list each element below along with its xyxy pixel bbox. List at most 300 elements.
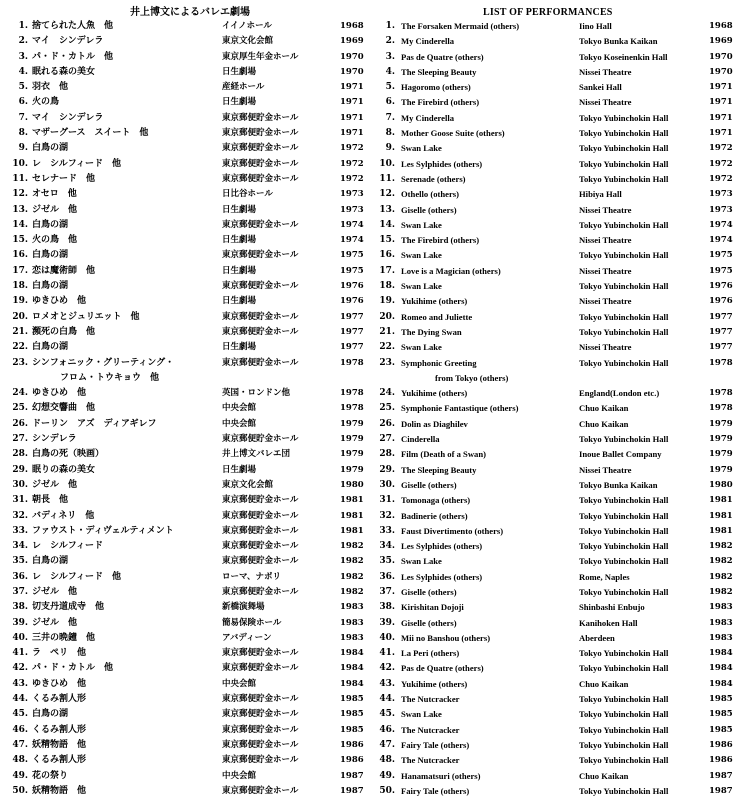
list-item <box>375 432 750 447</box>
performance-num: 36. <box>379 571 395 582</box>
performance-venue: 日生劇場 <box>222 265 257 276</box>
performance-venue: 中央会館 <box>222 678 257 689</box>
performance-venue: 簡易保険ホール <box>222 617 282 628</box>
performance-venue: Nissei Theatre <box>579 97 632 108</box>
japanese-rows <box>0 19 375 799</box>
list-item <box>0 371 375 386</box>
performance-num: 37. <box>12 586 28 597</box>
performance-num: 22. <box>379 342 395 353</box>
performance-venue: Tokyo Yubinchokin Hall <box>579 739 669 750</box>
performance-year: 1977 <box>709 326 733 337</box>
performance-venue: 東京郵便貯金ホール <box>222 219 299 230</box>
performance-year: 1982 <box>340 571 364 582</box>
performance-venue: 井上博文バレエ団 <box>222 449 291 460</box>
performance-num: 20. <box>379 311 395 322</box>
performance-year: 1982 <box>340 556 364 567</box>
performance-venue: アバディーン <box>222 632 272 643</box>
performance-year: 1968 <box>340 21 364 31</box>
performance-year: 1975 <box>709 265 733 276</box>
performance-title: Pas de Quatre (others) <box>401 51 484 62</box>
performance-venue: Nissei Theatre <box>579 342 632 353</box>
list-item <box>0 493 375 508</box>
performance-year: 1986 <box>709 739 733 750</box>
performance-title: ジゼル 他 <box>32 586 78 597</box>
performance-title: Pas de Quatre (others) <box>401 663 484 674</box>
performance-venue: Nissei Theatre <box>579 204 632 215</box>
performance-year: 1981 <box>340 495 364 506</box>
performance-num: 30. <box>12 479 28 490</box>
performance-year: 1984 <box>709 663 733 674</box>
performance-title: The Sleeping Beauty <box>401 464 477 475</box>
list-item <box>375 769 750 784</box>
performance-venue: 英国・ロンドン他 <box>222 388 291 399</box>
list-item <box>0 248 375 263</box>
list-item <box>0 19 375 34</box>
performance-num: 26. <box>379 418 395 429</box>
performance-num: 32. <box>12 510 28 521</box>
performance-num: 48. <box>12 755 28 766</box>
list-item <box>0 723 375 738</box>
performance-year: 1974 <box>340 219 364 230</box>
performance-year: 1978 <box>709 388 733 399</box>
performance-title: Giselle (others) <box>401 479 457 490</box>
performance-year: 1971 <box>709 112 733 123</box>
performance-year: 1984 <box>340 663 364 674</box>
performance-venue: 東京郵便貯金ホール <box>222 663 299 674</box>
performance-title: Les Sylphides (others) <box>401 571 483 582</box>
performance-venue: 日生劇場 <box>222 464 257 475</box>
performance-venue: 東京郵便貯金ホール <box>222 143 299 154</box>
performance-num: 44. <box>379 694 395 705</box>
performance-num: 11. <box>12 173 28 184</box>
performance-num: 34. <box>379 541 395 552</box>
performance-venue: 東京郵便貯金ホール <box>222 357 299 368</box>
performance-year: 1972 <box>709 158 733 169</box>
performance-num: 43. <box>379 678 395 689</box>
performance-title: Mother Goose Suite (others) <box>401 128 505 139</box>
performance-num: 29. <box>12 464 28 475</box>
performance-year: 1979 <box>340 464 364 475</box>
performance-title: My Cinderella <box>401 36 455 47</box>
performance-venue: Tokyo Yubinchokin Hall <box>579 755 669 766</box>
performance-year: 1983 <box>340 602 364 613</box>
list-item <box>375 356 750 371</box>
performance-num: 42. <box>12 663 28 674</box>
performance-year: 1972 <box>340 158 364 169</box>
list-item <box>375 80 750 95</box>
performance-num: 43. <box>12 678 28 689</box>
performance-venue: Tokyo Yubinchokin Hall <box>579 173 669 184</box>
performance-venue: 東京郵便貯金ホール <box>222 510 299 521</box>
performance-title: Hanamatsuri (others) <box>401 770 481 781</box>
performance-title: Symphonie Fantastique (others) <box>401 403 519 414</box>
performance-venue: Tokyo Yubinchokin Hall <box>579 281 669 292</box>
list-item <box>0 417 375 432</box>
list-item <box>0 218 375 233</box>
performance-title: ジゼル 他 <box>32 617 78 628</box>
performance-venue: Tokyo Yubinchokin Hall <box>579 586 669 597</box>
performance-num: 31. <box>12 495 28 506</box>
performance-venue: Tokyo Yubinchokin Hall <box>579 311 669 322</box>
list-item <box>375 753 750 768</box>
performance-title: Swan Lake <box>401 342 442 353</box>
list-item <box>0 65 375 80</box>
performance-num: 46. <box>12 724 28 735</box>
performance-year: 1971 <box>709 128 733 139</box>
performance-year: 1977 <box>709 342 733 353</box>
performance-year: 1983 <box>709 617 733 628</box>
performance-venue: England(London etc.) <box>579 388 660 399</box>
performance-title: マザーグース スイート 他 <box>32 128 149 139</box>
list-item <box>375 631 750 646</box>
performance-venue: 東京厚生年金ホール <box>222 51 299 62</box>
list-item <box>375 646 750 661</box>
performance-venue: Tokyo Yubinchokin Hall <box>579 510 669 521</box>
list-item <box>0 677 375 692</box>
list-item <box>375 203 750 218</box>
list-item <box>375 570 750 585</box>
list-item <box>0 692 375 707</box>
performance-title: Swan Lake <box>401 250 442 261</box>
performance-venue: Chuo Kaikan <box>579 678 629 689</box>
performance-title: オセロ 他 <box>32 189 77 200</box>
performance-year: 1982 <box>709 586 733 597</box>
performance-venue: 東京郵便貯金ホール <box>222 648 299 659</box>
japanese-list-heading: 井上博文によるバレエ劇場 <box>130 7 250 18</box>
performance-venue: 東京郵便貯金ホール <box>222 541 299 552</box>
performance-year: 1979 <box>340 449 364 460</box>
performance-venue: Chuo Kaikan <box>579 403 629 414</box>
performance-title: My Cinderella <box>401 112 455 123</box>
performance-venue: 東京文化会館 <box>222 479 274 490</box>
performance-venue: Tokyo Yubinchokin Hall <box>579 219 669 230</box>
performance-num: 1. <box>18 21 28 31</box>
performance-year: 1979 <box>340 434 364 445</box>
performance-venue: 日生劇場 <box>222 296 257 307</box>
performance-year: 1974 <box>709 219 733 230</box>
list-item <box>0 478 375 493</box>
list-item <box>0 616 375 631</box>
performance-venue: 東京郵便貯金ホール <box>222 755 299 766</box>
performance-venue: Aberdeen <box>579 632 615 643</box>
list-item <box>0 34 375 49</box>
performance-year: 1977 <box>709 311 733 322</box>
list-item <box>0 157 375 172</box>
performance-title: The Nutcracker <box>401 694 460 705</box>
performance-title: The Nutcracker <box>401 724 460 735</box>
performance-num: 41. <box>379 648 395 659</box>
list-item <box>375 65 750 80</box>
performance-title: 花の祭り <box>32 770 69 781</box>
performance-year: 1981 <box>709 510 733 521</box>
performance-title: Yukihime (others) <box>401 388 468 399</box>
performance-title: Cinderella <box>401 434 440 445</box>
performance-title: ゆきひめ 他 <box>32 388 87 399</box>
performance-title: Fairy Tale (others) <box>401 785 470 796</box>
performance-venue: Nissei Theatre <box>579 66 632 77</box>
performance-num: 37. <box>379 586 395 597</box>
performance-title: ロメオとジュリエット 他 <box>32 311 140 322</box>
performance-year: 1985 <box>709 709 733 720</box>
performance-venue: Tokyo Bunka Kaikan <box>579 479 658 490</box>
performance-year: 1969 <box>709 36 733 47</box>
performance-title: 白鳥の死（映画） <box>32 449 105 460</box>
performance-title: ラ ペリ 他 <box>32 648 87 659</box>
list-item <box>0 340 375 355</box>
list-item <box>375 661 750 676</box>
performance-year: 1982 <box>340 541 364 552</box>
performance-venue: Tokyo Yubinchokin Hall <box>579 143 669 154</box>
performance-venue: 日生劇場 <box>222 235 257 246</box>
list-item <box>0 539 375 554</box>
performance-num: 42. <box>379 663 395 674</box>
performance-year: 1976 <box>709 281 733 292</box>
performance-num: 27. <box>379 434 395 445</box>
performance-num: 17. <box>379 265 395 276</box>
performance-title: The Forsaken Mermaid (others) <box>401 21 520 31</box>
performance-title: パ・ド・カトル 他 <box>32 663 114 674</box>
performance-year: 1970 <box>340 66 364 77</box>
performance-title: 朝長 他 <box>32 495 69 506</box>
performance-title: 火の鳥 他 <box>32 235 78 246</box>
performance-venue: ローマ、ナポリ <box>222 571 281 582</box>
list-item <box>375 478 750 493</box>
list-item <box>0 310 375 325</box>
performance-year: 1973 <box>709 189 733 200</box>
performance-title: Giselle (others) <box>401 617 457 628</box>
performance-num: 12. <box>379 189 395 200</box>
performance-num: 40. <box>12 632 28 643</box>
performance-year: 1971 <box>340 97 364 108</box>
list-item <box>0 447 375 462</box>
performance-venue: Nissei Theatre <box>579 235 632 246</box>
performance-year: 1979 <box>709 449 733 460</box>
performance-venue: 東京郵便貯金ホール <box>222 785 299 796</box>
list-item <box>375 738 750 753</box>
performance-num: 33. <box>379 525 395 536</box>
performance-venue: 日生劇場 <box>222 204 257 215</box>
performance-num: 50. <box>379 785 395 796</box>
list-item <box>0 753 375 768</box>
list-item <box>375 50 750 65</box>
list-item <box>375 616 750 631</box>
performance-venue: Tokyo Yubinchokin Hall <box>579 724 669 735</box>
list-item <box>375 585 750 600</box>
performance-year: 1972 <box>709 173 733 184</box>
performance-year: 1986 <box>340 739 364 750</box>
list-item <box>375 310 750 325</box>
performance-venue: 東京郵便貯金ホール <box>222 694 299 705</box>
performance-num: 47. <box>379 739 395 750</box>
performance-year: 1982 <box>709 556 733 567</box>
performance-title: Giselle (others) <box>401 204 457 215</box>
performance-num: 23. <box>379 357 395 368</box>
performance-year: 1987 <box>709 770 733 781</box>
performance-venue: 日比谷ホール <box>222 189 273 200</box>
performance-title: 瀕死の白鳥 他 <box>32 326 96 337</box>
performance-venue: Tokyo Yubinchokin Hall <box>579 128 669 139</box>
performance-num: 25. <box>12 403 28 414</box>
performance-num: 34. <box>12 541 28 552</box>
performance-year: 1987 <box>709 785 733 796</box>
performance-title: Serenade (others) <box>401 173 466 184</box>
performance-title: マイ シンデレラ <box>32 36 104 47</box>
performance-venue: Tokyo Yubinchokin Hall <box>579 648 669 659</box>
list-item <box>0 172 375 187</box>
list-item <box>0 769 375 784</box>
list-item <box>0 111 375 126</box>
performance-title: レ シルフィード 他 <box>32 158 122 169</box>
performance-venue: Tokyo Yubinchokin Hall <box>579 326 669 337</box>
list-item <box>0 554 375 569</box>
performance-venue: 東京郵便貯金ホール <box>222 525 299 536</box>
list-item <box>375 172 750 187</box>
performance-title: 白鳥の湖 <box>32 250 69 261</box>
list-item <box>375 600 750 615</box>
list-item <box>0 509 375 524</box>
performance-num: 31. <box>379 495 395 506</box>
performance-num: 30. <box>379 479 395 490</box>
performance-title: Yukihime (others) <box>401 296 468 307</box>
performance-num: 14. <box>379 219 395 230</box>
list-item <box>0 646 375 661</box>
performance-num: 23. <box>12 357 28 368</box>
performance-num: 29. <box>379 464 395 475</box>
performance-title: レ シルフィード 他 <box>32 571 122 582</box>
performance-title: くるみ割人形 <box>32 755 87 766</box>
performance-title: ファウスト・ディヴェルティメント <box>32 525 174 536</box>
performance-num: 2. <box>385 36 395 47</box>
performance-num: 40. <box>379 632 395 643</box>
list-item <box>375 524 750 539</box>
performance-venue: 東京郵便貯金ホール <box>222 326 299 337</box>
performance-title: パ・ド・カトル 他 <box>32 51 114 62</box>
performance-year: 1969 <box>340 36 364 47</box>
performance-year: 1980 <box>340 479 364 490</box>
performance-year: 1971 <box>340 128 364 139</box>
performance-year: 1985 <box>709 724 733 735</box>
performance-year: 1974 <box>340 235 364 246</box>
performance-year: 1985 <box>709 694 733 705</box>
performance-num: 4. <box>385 66 395 77</box>
performance-year: 1984 <box>340 648 364 659</box>
list-item <box>0 570 375 585</box>
performance-num: 47. <box>12 739 28 750</box>
performance-venue: Tokyo Yubinchokin Hall <box>579 112 669 123</box>
performance-venue: 東京郵便貯金ホール <box>222 724 299 735</box>
performance-title: 捨てられた人魚 他 <box>32 21 114 31</box>
performance-num: 13. <box>379 204 395 215</box>
performance-num: 9. <box>18 143 28 154</box>
performance-year: 1970 <box>709 66 733 77</box>
performance-title: ジゼル 他 <box>32 479 78 490</box>
performance-title: The Nutcracker <box>401 755 460 766</box>
performance-year: 1981 <box>709 495 733 506</box>
performance-title: 三井の晩鐘 他 <box>32 632 96 643</box>
list-item <box>375 723 750 738</box>
performance-num: 6. <box>385 97 395 108</box>
performance-title: Swan Lake <box>401 281 442 292</box>
list-item <box>375 294 750 309</box>
performance-year: 1977 <box>340 326 364 337</box>
performance-venue: 中央会館 <box>222 770 257 781</box>
performance-num: 3. <box>18 51 28 62</box>
performance-num: 25. <box>379 403 395 414</box>
performance-num: 38. <box>379 602 395 613</box>
performance-venue: 東京郵便貯金ホール <box>222 739 299 750</box>
performance-venue: 東京郵便貯金ホール <box>222 586 299 597</box>
performance-title: Yukihime (others) <box>401 678 468 689</box>
performance-year: 1974 <box>709 235 733 246</box>
performance-title: Othello (others) <box>401 189 459 200</box>
performance-year: 1986 <box>709 755 733 766</box>
list-item <box>0 356 375 371</box>
performance-venue: Tokyo Yubinchokin Hall <box>579 250 669 261</box>
list-item <box>0 203 375 218</box>
performance-venue: 新橋演舞場 <box>222 602 265 613</box>
performance-year: 1984 <box>709 648 733 659</box>
performance-title: 火の鳥 <box>32 97 60 108</box>
performance-title: Fairy Tale (others) <box>401 739 470 750</box>
list-item <box>0 631 375 646</box>
performance-num: 21. <box>379 326 395 337</box>
performance-num: 19. <box>12 296 28 307</box>
performance-year: 1986 <box>340 755 364 766</box>
performance-title: くるみ割人形 <box>32 724 87 735</box>
performance-venue: Inoue Ballet Company <box>579 449 662 460</box>
performance-num: 45. <box>12 709 28 720</box>
performance-title: セレナード 他 <box>32 173 96 184</box>
performance-num: 6. <box>18 97 28 108</box>
performance-num: 49. <box>379 770 395 781</box>
performance-year: 1971 <box>709 97 733 108</box>
performance-title: ドーリン アズ ディアギレフ <box>32 418 157 429</box>
performance-venue: Tokyo Yubinchokin Hall <box>579 158 669 169</box>
performance-title: レ シルフィード <box>32 541 104 552</box>
performance-title: マイ シンデレラ <box>32 112 104 123</box>
list-item <box>0 401 375 416</box>
performance-year: 1987 <box>340 785 364 796</box>
performance-venue: 東京郵便貯金ホール <box>222 709 299 720</box>
list-item <box>0 50 375 65</box>
performance-title: The Sleeping Beauty <box>401 66 477 77</box>
list-item <box>0 279 375 294</box>
list-item <box>0 95 375 110</box>
performance-num: 7. <box>18 112 28 123</box>
performance-year: 1971 <box>340 82 364 93</box>
performance-num: 21. <box>12 326 28 337</box>
list-item <box>375 707 750 722</box>
performance-num: 45. <box>379 709 395 720</box>
performance-year: 1983 <box>709 632 733 643</box>
list-item <box>0 233 375 248</box>
performance-venue: 東京郵便貯金ホール <box>222 173 299 184</box>
performance-year: 1968 <box>709 21 733 31</box>
english-rows <box>375 19 750 799</box>
english-list-heading: LIST OF PERFORMANCES <box>483 7 613 18</box>
performance-venue: 東京郵便貯金ホール <box>222 158 299 169</box>
list-item <box>375 157 750 172</box>
performance-year: 1971 <box>709 82 733 93</box>
performance-num: 44. <box>12 694 28 705</box>
performance-num: 13. <box>12 204 28 215</box>
performance-year: 1970 <box>709 51 733 62</box>
performance-year: 1975 <box>340 250 364 261</box>
performance-venue: 東京郵便貯金ホール <box>222 434 299 445</box>
performance-venue: 東京郵便貯金ホール <box>222 112 299 123</box>
performance-year: 1982 <box>340 586 364 597</box>
performance-title: Film (Death of a Swan) <box>401 449 486 460</box>
